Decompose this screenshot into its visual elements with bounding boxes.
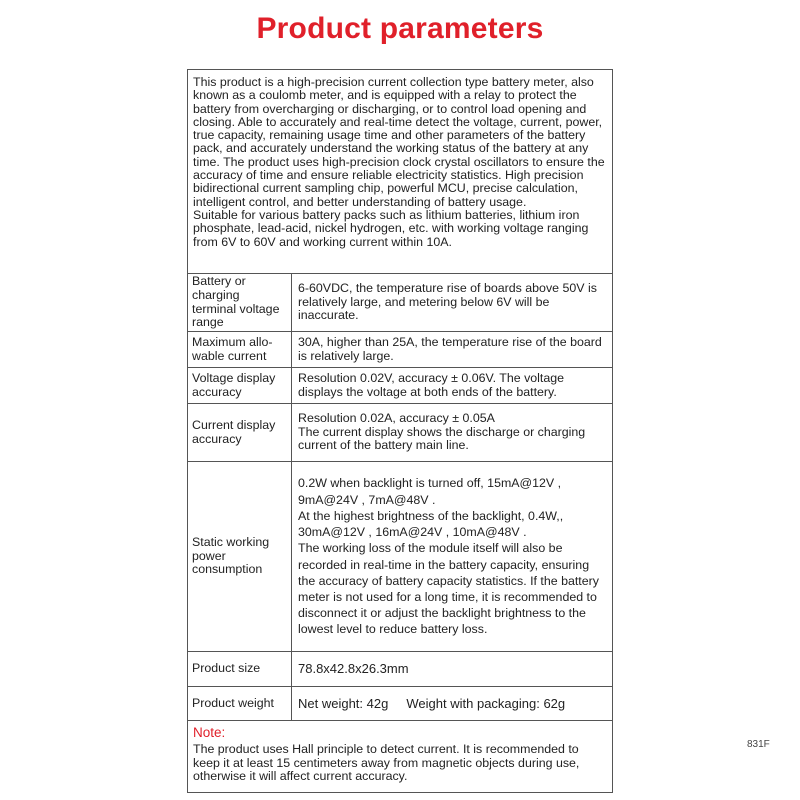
description-paragraph: Suitable for various battery packs such as lithium batteries, lithium iron phosphate, lead-acid, nickel hydrogen, etc. with working voltage ranging from 6V to 60V and working current within 10A. — [193, 207, 589, 249]
spec-row-power-consumption — [188, 462, 612, 652]
spec-value-line: 30A, higher than 25A, the temperature rise of the board is relatively large. — [298, 334, 602, 363]
spec-value-line: 78.8x42.8x26.3mm — [298, 661, 409, 677]
spec-label: Current display accuracy — [188, 404, 292, 461]
spec-row-product-weight — [188, 687, 612, 721]
spec-value-line: Net weight: 42g Weight with packaging: 62g — [298, 695, 566, 711]
spec-label: Product weight — [188, 687, 292, 720]
spec-row-product-size — [188, 652, 612, 687]
product-description — [188, 70, 612, 274]
spec-value — [292, 368, 612, 403]
spec-value-line: Resolution 0.02A, accuracy ± 0.05A — [298, 411, 495, 426]
note-label: Note: — [193, 725, 226, 740]
description-paragraph: This product is a high-precision current collection type battery meter, also known as a coulomb meter, and is equipped with a relay to protect the battery from overcharging or discharging, or to control load opening and closing. Able to accurately and real-time detect the voltage, current, power, true capacity, remaining usage time and other parameters of the battery pack, and accurately understand the working status of the battery at any time. The product uses high-precision clock crystal oscillators to ensure the accuracy of time and ensure reliable electricity statistics. High precision bidirectional current sampling chip, powerful MCU, precise calculation, intelligent control, and better understanding of battery usage. — [193, 75, 605, 209]
spec-value — [292, 652, 612, 686]
parameter-sheet — [187, 69, 613, 793]
spec-row-voltage-range — [188, 274, 612, 332]
spec-label: Static working power consumption — [188, 462, 292, 651]
note-section — [188, 721, 612, 792]
page-title: Product parameters — [256, 12, 544, 45]
spec-value — [292, 687, 612, 720]
spec-value — [292, 462, 612, 651]
spec-value — [292, 404, 612, 461]
spec-value-line: Resolution 0.02V, accuracy ± 0.06V. The voltage displays the voltage at both ends of the battery. — [298, 370, 565, 399]
spec-value-line: 0.2W when backlight is turned off, 15mA@12V , 9mA@24V , 7mA@48V . — [298, 476, 562, 507]
spec-value-line: The working loss of the module itself will also be recorded in real-time in the battery capacity, ensuring the accuracy of battery capacity statistics. If the battery meter is not used for a long time, it is recommended to disconnect it or adjust the backlight brightness to the lowest level to reduce battery loss. — [298, 541, 599, 637]
spec-label: Voltage display accuracy — [188, 368, 292, 403]
spec-label: Battery or charging terminal voltage range — [188, 274, 292, 331]
note-text: The product uses Hall principle to detect current. It is recommended to keep it at least 15 centimeters away from magnetic objects during use, otherwise it will affect current accuracy. — [193, 742, 580, 784]
spec-label: Product size — [188, 652, 292, 686]
spec-value-line: The current display shows the discharge or charging current of the battery main line. — [298, 424, 586, 453]
spec-value-line: 6-60VDC, the temperature rise of boards above 50V is relatively large, and metering below 6V will be inaccurate. — [298, 281, 597, 323]
spec-value-line: At the highest brightness of the backlight, 0.4W,, 30mA@12V , 16mA@24V , 10mA@48V . — [298, 508, 564, 540]
spec-row-voltage-accuracy — [188, 368, 612, 404]
product-code: 831F — [747, 739, 770, 750]
spec-label: Maximum allo-wable current — [188, 332, 292, 367]
spec-row-max-current — [188, 332, 612, 368]
spec-value — [292, 332, 612, 367]
spec-value — [292, 274, 612, 331]
spec-row-current-accuracy — [188, 404, 612, 462]
